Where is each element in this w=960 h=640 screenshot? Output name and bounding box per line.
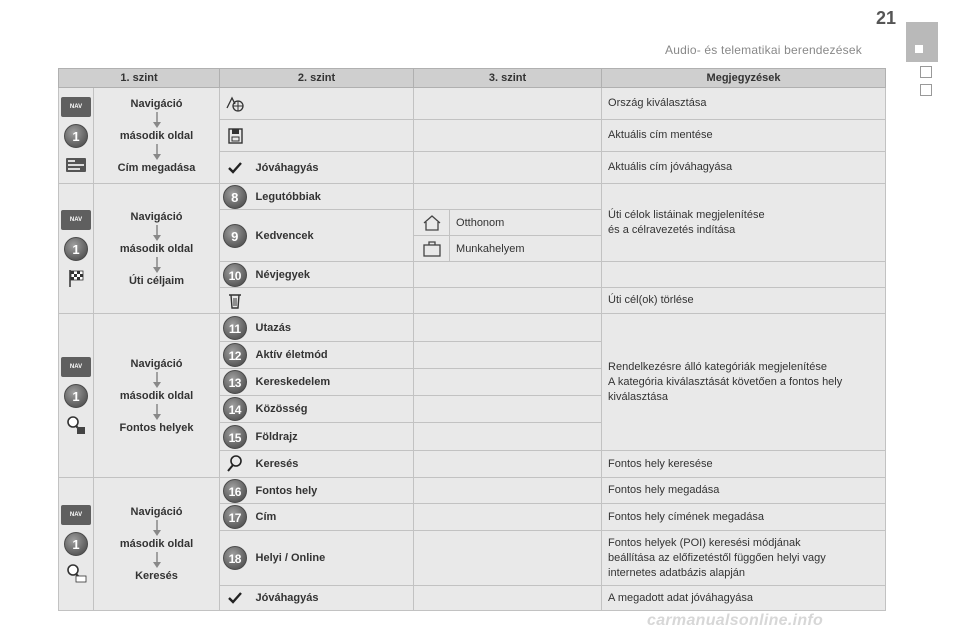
- level2-cell: Aktív életmód: [250, 342, 414, 369]
- side-tab-mark: [915, 45, 923, 53]
- level2-icon-cell: [220, 586, 250, 611]
- save-icon: [224, 126, 246, 146]
- arrow-down-icon: [152, 552, 162, 568]
- step-number: 1: [64, 237, 88, 261]
- group1-levels: [94, 88, 220, 184]
- note-cell: [602, 184, 886, 262]
- level-label: második oldal: [119, 242, 194, 255]
- level-label: Fontos helyek: [119, 421, 194, 434]
- note-line: beállítása az előfizetéstől függően helyi vagy: [608, 551, 826, 564]
- step-number: 1: [64, 384, 88, 408]
- level-label: Navigáció: [130, 506, 183, 518]
- arrow-down-icon: [152, 520, 162, 536]
- arrow-down-icon: [152, 144, 162, 160]
- level2-icon-cell: [220, 451, 250, 478]
- group4-levels: [94, 478, 220, 611]
- level3-cell: [414, 423, 602, 451]
- arrow-down-icon: [152, 257, 162, 273]
- level2-number-cell: [220, 314, 250, 342]
- item-number: 12: [223, 343, 247, 367]
- item-number: 8: [223, 185, 247, 209]
- item-number: 11: [223, 316, 247, 340]
- briefcase-icon: [421, 239, 443, 259]
- nav-button-icon: NAV: [61, 97, 91, 117]
- note-line: Úti célok listáinak megjelenítése: [608, 208, 765, 221]
- note-cell: [602, 314, 886, 451]
- level2-number-cell: [220, 478, 250, 504]
- group3-levels: [94, 314, 220, 478]
- arrow-down-icon: [152, 112, 162, 128]
- flag-globe-icon: [224, 94, 246, 114]
- level2-icon-cell: [220, 120, 250, 152]
- header-level3: 3. szint: [414, 69, 602, 88]
- level2-cell: Cím: [250, 504, 414, 531]
- note-cell: A megadott adat jóváhagyása: [602, 586, 886, 611]
- level2-cell: Legutóbbiak: [250, 184, 414, 210]
- level2-cell: [250, 288, 414, 314]
- note-cell: Ország kiválasztása: [602, 88, 886, 120]
- side-tab: [906, 22, 938, 62]
- level3-icon-cell: [414, 236, 450, 262]
- poi-icon: [65, 415, 87, 435]
- group2-levels: [94, 184, 220, 314]
- level3-cell: [414, 369, 602, 396]
- group1-icons: [59, 88, 94, 184]
- level3-cell: [414, 288, 602, 314]
- level3-cell: [414, 152, 602, 184]
- group2-icons: [59, 184, 94, 314]
- watermark: carmanualsonline.info: [647, 612, 824, 629]
- level2-cell: Földrajz: [250, 423, 414, 451]
- group3-icons: [59, 314, 94, 478]
- checkered-flag-icon: [65, 268, 87, 288]
- table-row: [59, 314, 886, 342]
- level3-cell: [414, 451, 602, 478]
- item-number: 17: [223, 505, 247, 529]
- level2-number-cell: [220, 504, 250, 531]
- level3-cell: [414, 88, 602, 120]
- table-row: [59, 478, 886, 504]
- page-number: 21: [876, 8, 897, 28]
- level2-cell: [250, 88, 414, 120]
- header-level2: 2. szint: [220, 69, 414, 88]
- level2-number-cell: [220, 342, 250, 369]
- item-number: 9: [223, 224, 247, 248]
- item-number: 16: [223, 479, 247, 503]
- note-line: Rendelkezésre álló kategóriák megjelenítése: [608, 360, 827, 373]
- level3-icon-cell: [414, 210, 450, 236]
- note-cell: Fontos hely címének megadása: [602, 504, 886, 531]
- side-box: [920, 84, 932, 96]
- abc-search-icon: [65, 563, 87, 583]
- level2-cell: Utazás: [250, 314, 414, 342]
- level3-cell: [414, 396, 602, 423]
- menu-table: [58, 68, 886, 611]
- header-notes: Megjegyzések: [602, 69, 886, 88]
- note-cell: Aktuális cím mentése: [602, 120, 886, 152]
- level2-cell: Jóváhagyás: [250, 586, 414, 611]
- search-icon: [224, 454, 246, 474]
- level3-cell: Otthonom: [450, 210, 602, 236]
- item-number: 10: [223, 263, 247, 287]
- level-label: második oldal: [119, 389, 194, 402]
- table-header-row: [59, 69, 886, 88]
- note-line: kiválasztása: [608, 390, 668, 403]
- level2-number-cell: [220, 210, 250, 262]
- table-row: [59, 88, 886, 120]
- note-line: Fontos helyek (POI) keresési módjának: [608, 536, 801, 549]
- level2-cell: Kedvencek: [250, 210, 414, 262]
- note-cell: Fontos hely keresése: [602, 451, 886, 478]
- checkmark-icon: [224, 158, 246, 178]
- level-label: második oldal: [119, 538, 194, 550]
- level2-number-cell: [220, 369, 250, 396]
- header-level1: 1. szint: [59, 69, 220, 88]
- level3-cell: [414, 586, 602, 611]
- home-icon: [421, 213, 443, 233]
- nav-button-icon: NAV: [61, 357, 91, 377]
- arrow-down-icon: [152, 404, 162, 420]
- level-label: Úti céljaim: [128, 274, 185, 287]
- nav-button-icon: NAV: [61, 210, 91, 230]
- side-box: [920, 66, 932, 78]
- note-cell: Fontos hely megadása: [602, 478, 886, 504]
- level3-cell: [414, 314, 602, 342]
- item-number: 18: [223, 546, 247, 570]
- nav-button-icon: NAV: [61, 505, 91, 525]
- item-number: 15: [223, 425, 247, 449]
- note-cell: [602, 262, 886, 288]
- level-label: Cím megadása: [117, 161, 196, 174]
- level2-cell: Jóváhagyás: [250, 152, 414, 184]
- level3-cell: Munkahelyem: [450, 236, 602, 262]
- level2-cell: Közösség: [250, 396, 414, 423]
- level3-cell: [414, 342, 602, 369]
- level-label: második oldal: [119, 129, 194, 142]
- item-number: 13: [223, 370, 247, 394]
- arrow-down-icon: [152, 372, 162, 388]
- level2-cell: Helyi / Online: [250, 531, 414, 586]
- level2-icon-cell: [220, 88, 250, 120]
- level3-cell: [414, 531, 602, 586]
- note-line: és a célravezetés indítása: [608, 223, 736, 236]
- level2-cell: Fontos hely: [250, 478, 414, 504]
- level-label: Navigáció: [130, 210, 183, 223]
- level3-cell: [414, 262, 602, 288]
- note-cell: Úti cél(ok) törlése: [602, 288, 886, 314]
- level3-cell: [414, 184, 602, 210]
- note-line: A kategória kiválasztását követően a fontos hely: [608, 375, 843, 388]
- note-cell: [602, 531, 886, 586]
- address-entry-icon: [65, 155, 87, 175]
- level2-number-cell: [220, 531, 250, 586]
- level-label: Navigáció: [130, 97, 183, 110]
- level2-number-cell: [220, 262, 250, 288]
- level2-cell: Névjegyek: [250, 262, 414, 288]
- level-label: Navigáció: [130, 357, 183, 370]
- note-line: internetes adatbázis alapján: [608, 566, 746, 579]
- checkmark-icon: [224, 588, 246, 608]
- trash-icon: [224, 291, 246, 311]
- note-cell: Aktuális cím jóváhagyása: [602, 152, 886, 184]
- group4-icons: [59, 478, 94, 611]
- level-label: Keresés: [135, 570, 178, 582]
- level2-icon-cell: [220, 288, 250, 314]
- level3-cell: [414, 504, 602, 531]
- step-number: 1: [64, 124, 88, 148]
- step-number: 1: [64, 532, 88, 556]
- arrow-down-icon: [152, 225, 162, 241]
- level2-icon-cell: [220, 152, 250, 184]
- page-header: Audio- és telematikai berendezések: [665, 43, 862, 57]
- level2-cell: Keresés: [250, 451, 414, 478]
- level2-number-cell: [220, 396, 250, 423]
- level3-cell: [414, 120, 602, 152]
- level3-cell: [414, 478, 602, 504]
- level2-number-cell: [220, 184, 250, 210]
- level2-cell: Kereskedelem: [250, 369, 414, 396]
- item-number: 14: [223, 397, 247, 421]
- level2-cell: [250, 120, 414, 152]
- table-row: [59, 184, 886, 210]
- level2-number-cell: [220, 423, 250, 451]
